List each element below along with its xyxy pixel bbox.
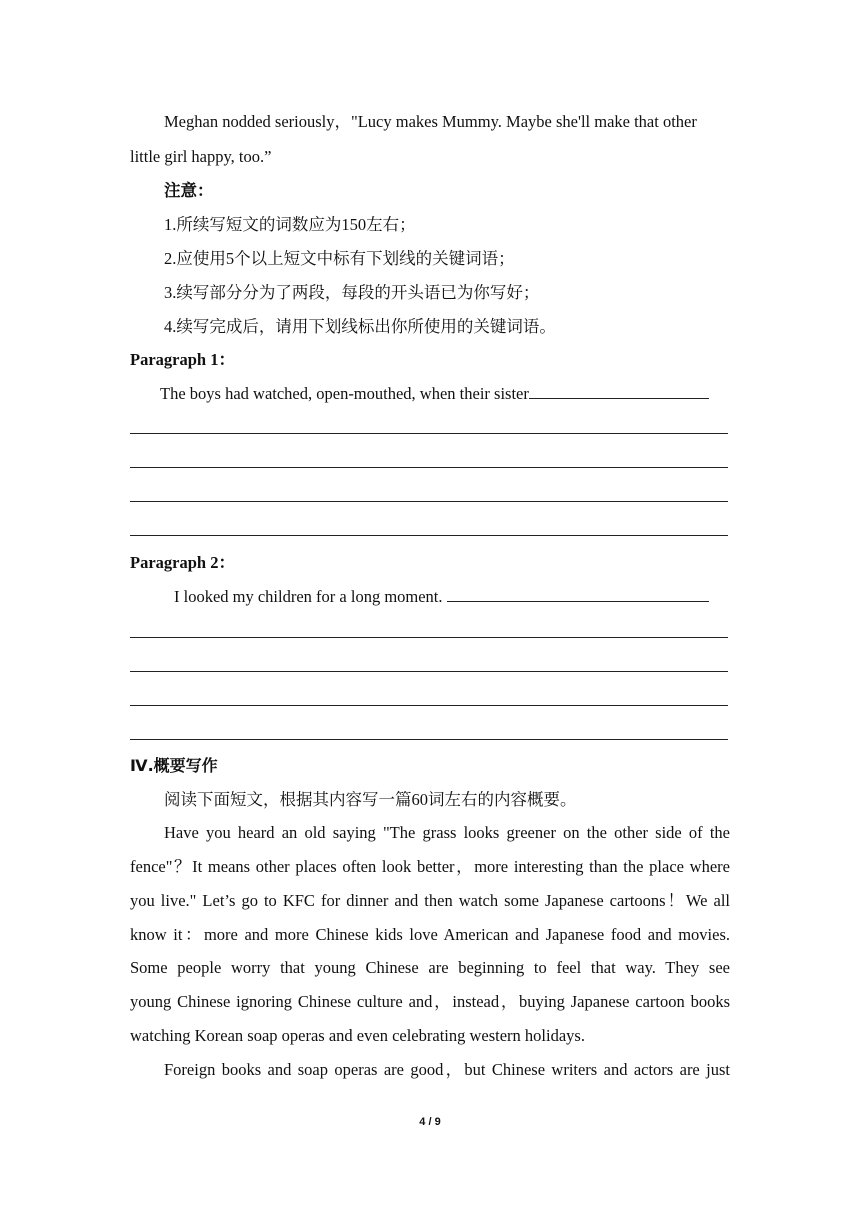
paragraph2-blank-inline[interactable] (447, 587, 709, 602)
note-item-3: 3.续写部分分为了两段，每段的开头语已为你写好； (164, 283, 540, 302)
page-number: 4 / 9 (419, 1116, 441, 1128)
paragraph2-opening-line (174, 587, 730, 607)
note-item-2: 2.应使用5个以上短文中标有下划线的关键词语； (164, 249, 515, 268)
paragraph2-blank-line-2[interactable] (130, 671, 728, 672)
paragraph1-blank-line-1[interactable] (130, 433, 728, 434)
paragraph2-blank-line-3[interactable] (130, 705, 728, 706)
passage-line-4: know it：more and more Chinese kids love American and Japanese food and movies. (130, 925, 730, 944)
section4-heading: Ⅳ.概要写作 (130, 756, 218, 775)
paragraph2-label: Paragraph 2： (130, 553, 235, 572)
passage-line-8: Foreign books and soap operas are good，but Chinese writers and actors are just (164, 1060, 730, 1079)
story-line-2: little girl happy, too.” (130, 147, 272, 166)
passage-line-2: fence"？It means other places often look better，more interesting than the place where (130, 857, 730, 876)
paragraph1-opening: The boys had watched, open-mouthed, when their sister (160, 384, 529, 403)
paragraph2-blank-line-4[interactable] (130, 739, 728, 740)
paragraph1-blank-line-3[interactable] (130, 501, 728, 502)
story-line-1: Meghan nodded seriously，"Lucy makes Mummy. Maybe she'll make that other (164, 112, 697, 131)
note-item-1: 1.所续写短文的词数应为150左右； (164, 215, 416, 234)
paragraph1-blank-line-4[interactable] (130, 535, 728, 536)
paragraph2-opening: I looked my children for a long moment. (174, 587, 443, 606)
passage-line-5: Some people worry that young Chinese are beginning to feel that way. They see (130, 958, 730, 977)
notes-heading: 注意： (164, 181, 214, 200)
paragraph1-blank-inline[interactable] (529, 384, 709, 399)
passage-line-6: young Chinese ignoring Chinese culture and，instead，buying Japanese cartoon books (130, 992, 730, 1011)
paragraph2-blank-line-1[interactable] (130, 637, 728, 638)
passage-line-1: Have you heard an old saying "The grass looks greener on the other side of the (164, 823, 730, 842)
passage-line-7: watching Korean soap operas and even celebrating western holidays. (130, 1026, 585, 1045)
note-item-4: 4.续写完成后，请用下划线标出你所使用的关键词语。 (164, 317, 556, 336)
paragraph1-opening-line (160, 384, 730, 404)
paragraph1-blank-line-2[interactable] (130, 467, 728, 468)
section4-instruction: 阅读下面短文，根据其内容写一篇60词左右的内容概要。 (164, 790, 577, 809)
paragraph1-label: Paragraph 1： (130, 350, 235, 369)
passage-line-3: you live." Let’s go to KFC for dinner and then watch some Japanese cartoons！We all (130, 891, 730, 910)
